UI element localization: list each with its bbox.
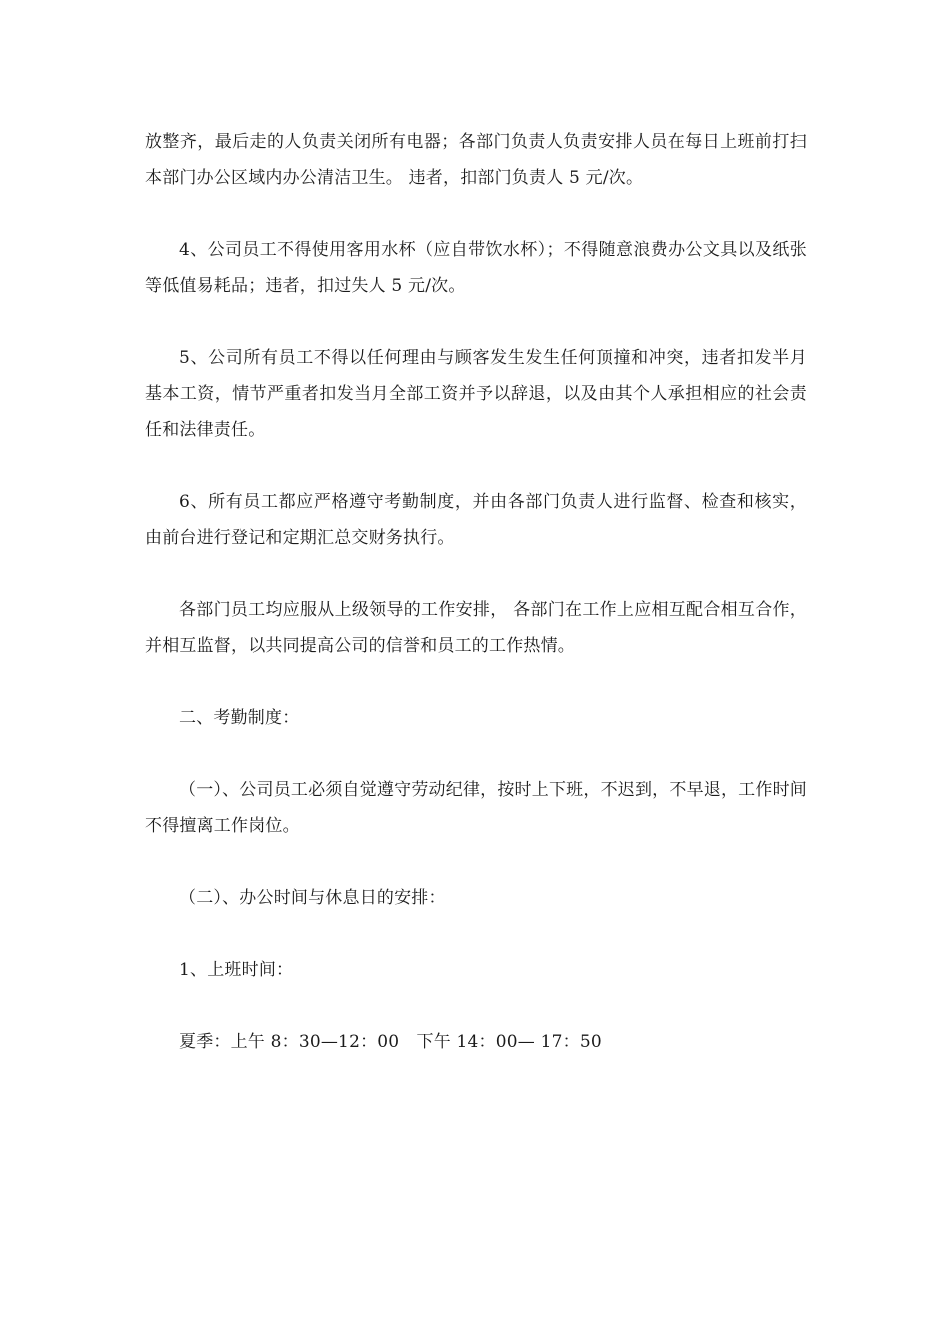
paragraph-work-time: 1、上班时间： (179, 960, 294, 980)
paragraph-rule-5: 5、公司所有员工不得以任何理由与顾客发生发生任何顶撞和冲突，违者扣发半月基本工资，情节严重者扣发当月全部工资并予以辞退，以及由其个人承担相应的社会责任和法律责任。 (145, 348, 807, 440)
paragraph-rule-4: 4、公司员工不得使用客用水杯（应自带饮水杯）；不得随意浪费办公文具以及纸张等低值易耗品；违者，扣过失人 5 元/次。 (145, 240, 807, 296)
paragraph-summer-schedule: 夏季：上午 8：30—12：00 下午 14：00— 17：50 (179, 1032, 602, 1052)
paragraph-continuation: 放整齐，最后走的人负责关闭所有电器；各部门负责人负责安排人员在每日上班前打扫本部门办公区域内办公清洁卫生。 违者，扣部门负责人 5 元/次。 (145, 132, 807, 188)
paragraph-item-1: （一）、公司员工必须自觉遵守劳动纪律，按时上下班，不迟到，不早退，工作时间不得擅离工作岗位。 (145, 780, 807, 836)
paragraph-item-2: （二）、办公时间与休息日的安排： (179, 888, 446, 908)
paragraph-rule-6: 6、所有员工都应严格遵守考勤制度，并由各部门负责人进行监督、检查和核实，由前台进行登记和定期汇总交财务执行。 (145, 492, 807, 548)
document-body (145, 124, 807, 1060)
paragraph-cooperation: 各部门员工均应服从上级领导的工作安排， 各部门在工作上应相互配合相互合作，并相互监督，以共同提高公司的信誉和员工的工作热情。 (145, 600, 807, 656)
section-heading-attendance: 二、考勤制度： (179, 708, 300, 728)
